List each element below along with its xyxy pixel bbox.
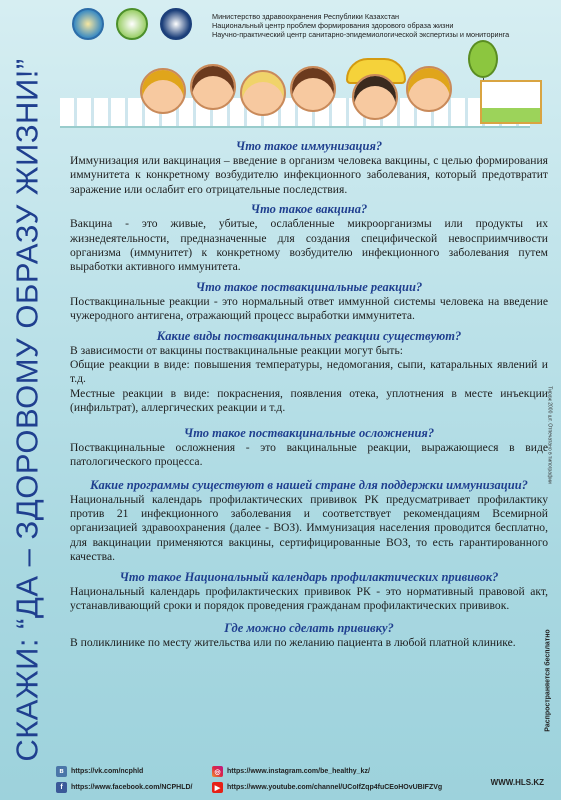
- kazakhstan-emblem-logo: [72, 8, 104, 40]
- vk-link[interactable]: [56, 766, 143, 777]
- facebook-icon: f: [56, 782, 67, 793]
- print-run-text: Тираж 2000 шт. Отпечатано в типографии: [547, 386, 554, 484]
- child-face: [290, 66, 336, 112]
- section-title: Какие виды поствакцинальных реакции существуют?: [156, 328, 462, 343]
- section-text: Национальный календарь профилактических прививок РК - это нормативный правовой акт, устанавливающий сроки и порядок проведения гражданам профилактических прививок.: [70, 584, 548, 612]
- instagram-url[interactable]: https://www.instagram.com/be_healthy_kz/: [227, 768, 370, 775]
- facebook-link[interactable]: [56, 782, 192, 793]
- instagram-link[interactable]: [212, 766, 370, 777]
- header-line: Национальный центр проблем формирования здорового образа жизни: [212, 21, 454, 30]
- free-distribution-note: [541, 620, 555, 740]
- youtube-icon: ▶: [212, 782, 223, 793]
- vertical-slogan: [6, 40, 50, 780]
- slogan-text: СКАЖИ: “ДА – ЗДОРОВОМУ ОБРАЗУ ЖИЗНИ!”: [10, 58, 46, 762]
- children-illustration: [60, 40, 550, 130]
- section-text: В поликлинике по месту жительства или по желанию пациента в любой платной клинике.: [70, 636, 516, 650]
- section-text: Поствакцинальные реакции - это нормальный ответ иммунной системы человека на введение чужеродного антигена, отражающий процесс выработки иммунитета.: [70, 294, 548, 323]
- section-title: Какие программы существуют в нашей стране для поддержки иммунизации?: [90, 477, 528, 492]
- section-title: Где можно сделать прививку?: [224, 621, 394, 636]
- section-title: Что такое Национальный календарь профилактических прививок?: [119, 569, 499, 584]
- sanitary-center-logo: [160, 8, 192, 40]
- section-title: Что такое поствакцинальные реакции?: [195, 279, 423, 294]
- child-face: [190, 64, 236, 110]
- header-logos: [72, 8, 192, 40]
- footer-links: [56, 764, 556, 798]
- child-face: [352, 74, 398, 120]
- print-run-note: [543, 300, 557, 570]
- section-text: Общие реакции в виде: повышения температуры, недомогания, сыпи, катаральных явлений и т.д.: [70, 358, 548, 386]
- section-title: Что такое поствакцинальные осложнения?: [183, 425, 435, 440]
- youtube-link[interactable]: [212, 782, 442, 793]
- child-face: [140, 68, 186, 114]
- child-face: [406, 66, 452, 112]
- balloon-graphic: [468, 40, 498, 78]
- section-text: Местные реакции в виде: покраснения, появления отека, уплотнения в месте инъекции (инфильтрат), аллергических реакции и т.д.: [70, 386, 548, 415]
- vk-url[interactable]: https://vk.com/ncphld: [71, 768, 144, 775]
- header-organizations: [212, 12, 552, 39]
- section-text: Поствакцинальные осложнения - это вакцинальные реакции, выражающиеся в виде патологического процесса.: [70, 440, 548, 469]
- healthy-lifestyle-center-logo: [116, 8, 148, 40]
- section-title: Что такое вакцина?: [250, 202, 368, 217]
- content-area: [70, 134, 548, 651]
- section-text: Национальный календарь профилактических прививок РК предусматривает профилактику против 21 инфекционного заболевания и соответствует рекомендациям Всемирной организацией здравоохранения (далее - ВОЗ). Иммунизация населения проводится бесплатно, для вакцинации применяются вакцины, сертифицированные ВОЗ, то есть гарантированного качества.: [70, 492, 548, 564]
- instagram-icon: ◎: [212, 766, 223, 777]
- vk-icon: в: [56, 766, 67, 777]
- facebook-url[interactable]: https://www.facebook.com/NCPHLD/: [71, 784, 193, 791]
- section-title: Что такое иммунизация?: [235, 139, 383, 153]
- website-link[interactable]: WWW.HLS.KZ: [490, 778, 544, 787]
- child-drawing-graphic: [480, 80, 542, 124]
- header-line: Научно-практический центр санитарно-эпидемиологической экспертизы и мониторинга: [212, 30, 510, 39]
- free-distribution-text: Распространяется бесплатно: [544, 628, 552, 732]
- child-face: [240, 70, 286, 116]
- section-text: Вакцина - это живые, убитые, ослабленные микроорганизмы или продукты их жизнедеятельности, предназначенные для создания специфической невосприимчивости организма (иммунитет) к конкретному возбудителю инфекционного заболевания путем выработки активного иммунитета.: [70, 217, 548, 274]
- section-text: Иммунизация или вакцинация – введение в организм человека вакцины, с целью формирования иммунитета к конкретному возбудителю инфекционного заболевания, который предотвратит заражение или ослабит его отрицательные последствия.: [70, 154, 548, 196]
- youtube-url[interactable]: https://www.youtube.com/channel/UCoIfZqp4fuCEoHOvUBIFZVg: [227, 784, 443, 791]
- section-text: В зависимости от вакцины поствакцинальные реакции могут быть:: [70, 343, 403, 357]
- header-line: Министерство здравоохранения Республики Казахстан: [212, 12, 400, 21]
